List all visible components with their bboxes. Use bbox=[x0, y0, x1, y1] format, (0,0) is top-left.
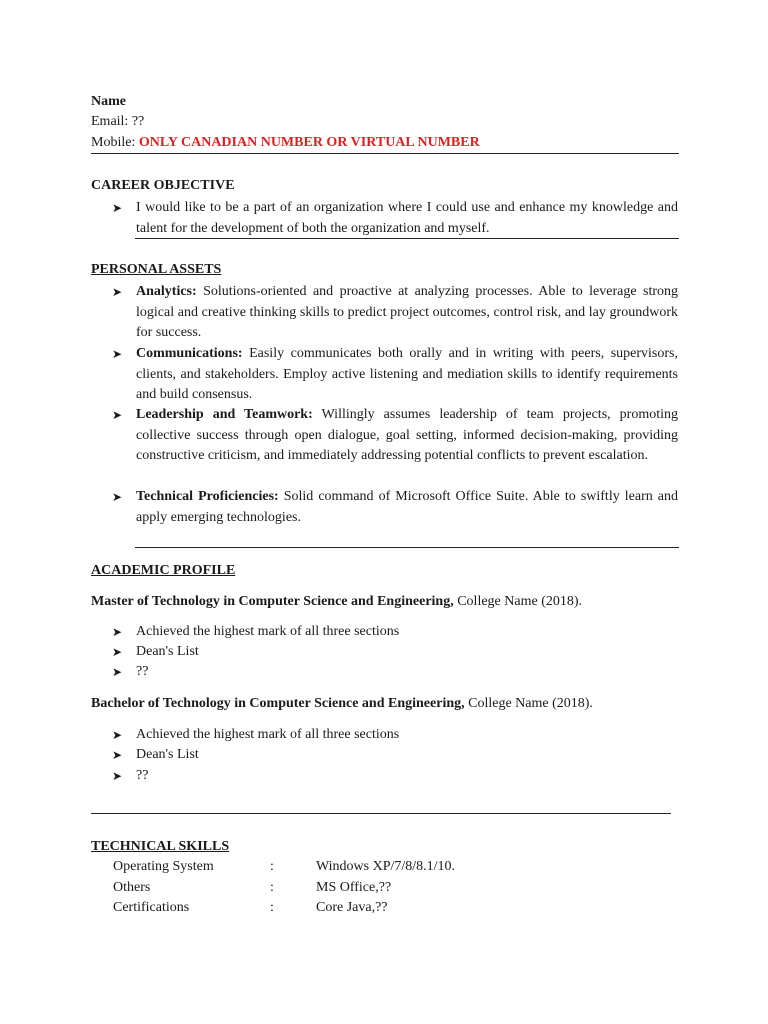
degree-title: Master of Technology in Computer Science and Engineering, bbox=[91, 594, 454, 609]
skill-row bbox=[0, 859, 768, 879]
arrow-bullet-icon: ➤ bbox=[112, 645, 123, 659]
assets-divider bbox=[135, 547, 679, 548]
arrow-bullet-icon: ➤ bbox=[112, 748, 123, 762]
skill-label: Operating System bbox=[113, 859, 214, 874]
degree-master bbox=[91, 594, 582, 610]
asset-title: Communications: bbox=[136, 346, 243, 361]
candidate-name: Name bbox=[91, 94, 126, 109]
skill-row bbox=[0, 880, 768, 900]
asset-description: Willingly assumes leadership of team projects, promoting collective success through open dialogue, goal setting, informed decision-making, providing constructive criticism, and immediately addressing potential conflicts to prevent escalation. bbox=[136, 407, 679, 463]
arrow-bullet-icon: ➤ bbox=[112, 665, 123, 679]
asset-description: Easily communicates both orally and in writing with peers, supervisors, clients, and stakeholders. Employ active listening and mediation skills to identify requirements and build consensus. bbox=[136, 346, 678, 402]
asset-title: Technical Proficiencies: bbox=[136, 489, 279, 504]
degree-title: Bachelor of Technology in Computer Science and Engineering, bbox=[91, 696, 465, 711]
header-divider bbox=[91, 153, 679, 154]
asset-title: Leadership and Teamwork: bbox=[136, 407, 313, 422]
asset-text bbox=[136, 487, 678, 528]
academic-divider bbox=[91, 813, 671, 814]
asset-text bbox=[136, 405, 678, 467]
degree-detail: College Name (2018). bbox=[457, 594, 583, 609]
degree-bullet-text: ?? bbox=[136, 664, 149, 679]
asset-title: Analytics: bbox=[136, 284, 197, 299]
email-line bbox=[91, 114, 144, 130]
skill-row bbox=[0, 900, 768, 920]
career-objective-text: I would like to be a part of an organization where I could use and enhance my knowledge and talent for the development of both the organization and myself. bbox=[136, 200, 678, 236]
asset-text bbox=[136, 344, 678, 406]
asset-description: Solutions-oriented and proactive at analyzing processes. Able to leverage strong logical and creative thinking skills to predict project outcomes, control risk, and lay groundwork for success. bbox=[136, 284, 678, 340]
arrow-bullet-icon: ➤ bbox=[112, 490, 123, 504]
skill-separator: : bbox=[270, 880, 274, 895]
personal-assets-heading: PERSONAL ASSETS bbox=[91, 262, 222, 277]
skill-value: MS Office,?? bbox=[316, 880, 392, 895]
arrow-bullet-icon: ➤ bbox=[112, 625, 123, 639]
skill-separator: : bbox=[270, 859, 274, 874]
skill-separator: : bbox=[270, 900, 274, 915]
email-label: Email: bbox=[91, 114, 129, 129]
skill-label: Others bbox=[113, 880, 151, 895]
arrow-bullet-icon: ➤ bbox=[112, 728, 123, 742]
mobile-line bbox=[91, 135, 480, 151]
degree-bullet-text: Achieved the highest mark of all three sections bbox=[136, 727, 400, 742]
email-value: ?? bbox=[131, 114, 145, 129]
asset-text bbox=[136, 282, 678, 344]
arrow-bullet-icon: ➤ bbox=[112, 347, 123, 361]
degree-detail: College Name (2018). bbox=[468, 696, 593, 711]
technical-skills-heading: TECHNICAL SKILLS bbox=[91, 839, 230, 854]
asset-description: Solid command of Microsoft Office Suite. Able to swiftly learn and apply emerging technologies. bbox=[136, 489, 678, 525]
career-objective-heading: CAREER OBJECTIVE bbox=[91, 178, 235, 193]
skill-value: Windows XP/7/8/8.1/10. bbox=[316, 859, 456, 874]
academic-profile-heading: ACADEMIC PROFILE bbox=[91, 563, 236, 578]
degree-bullet-text: Dean's List bbox=[136, 644, 199, 659]
degree-bullet-text: Achieved the highest mark of all three sections bbox=[136, 624, 400, 639]
degree-bullet-text: ?? bbox=[136, 768, 149, 783]
degree-bullet-text: Dean's List bbox=[136, 747, 199, 762]
arrow-bullet-icon: ➤ bbox=[112, 285, 123, 299]
mobile-value: ONLY CANADIAN NUMBER OR VIRTUAL NUMBER bbox=[138, 135, 480, 150]
arrow-bullet-icon: ➤ bbox=[112, 408, 123, 422]
arrow-bullet-icon: ➤ bbox=[112, 769, 123, 783]
objective-divider bbox=[135, 238, 679, 239]
mobile-label: Mobile: bbox=[91, 135, 136, 150]
skill-label: Certifications bbox=[113, 900, 190, 915]
arrow-bullet-icon: ➤ bbox=[112, 201, 123, 215]
degree-bachelor bbox=[91, 696, 593, 712]
skill-value: Core Java,?? bbox=[316, 900, 388, 915]
